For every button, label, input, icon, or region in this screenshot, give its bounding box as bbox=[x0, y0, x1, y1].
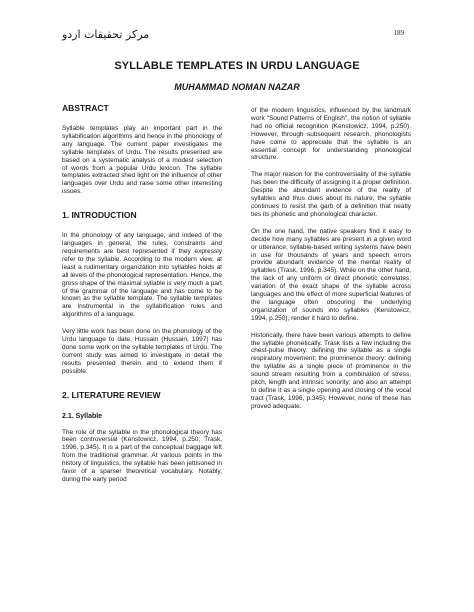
paper-title: SYLLABLE TEMPLATES IN URDU LANGUAGE bbox=[114, 60, 360, 72]
syllable-subheading: 2.1. Syllable bbox=[62, 412, 103, 420]
journal-urdu-header: مرکز تحقیقات اردو bbox=[62, 28, 150, 41]
right-paragraph-4: Historically, there have been various attempts to define the syllable phonetically. Trask lists a few including the chest-pulse theory: defining the syllable as a single respiratory movement; the prominence theory: defining the syllable as a single piece of prominence in the sound stream resulting from a combination of stress, pitch, length and intrinsic sonority; and also an attempt to define it as a single opening and closing of the vocal tract (Trask, 1996, p.345). However, none of these has proved adequate. bbox=[251, 331, 411, 410]
paper-author: MUHAMMAD NOMAN NAZAR bbox=[174, 82, 300, 92]
introduction-heading: 1. INTRODUCTION bbox=[62, 210, 137, 221]
right-paragraph-3: On the one hand, the native speakers find it easy to decide how many syllables are present in a given word or utterance; syllable-based writing systems have been in use for thousands of years and speech errors provide abundant evidence of the mental reality of syllables (Trask, 1996, p.345). While on the other hand, the lack of any uniform or direct phonetic correlates; variation of the exact shape of the syllable across languages and the effect of more superficial features of the language often obscuring the underlying organization of sounds into syllables (Kenstowicz, 1994, p.250), render it hard to define. bbox=[251, 227, 411, 322]
abstract-paragraph: Syllable templates play an important part in the syllabification algorithms and hence in the phonology of any language. The current paper investigates the syllable templates of Urdu. The results presented are based on a systematic analysis of a modest selection of words from a popular Urdu lexicon. The syllable templates extracted shed light on the influence of other languages over Urdu and raise some other interesting issues. bbox=[62, 125, 222, 196]
left-column bbox=[62, 103, 222, 493]
introduction-paragraph-2: Very little work has been done on the phonology of the Urdu language to date. Hussain (Hussain, 1997) has done some work on the syllable templates of Urdu. The current study was aimed to investigate in detail the results presented therein and to extend them if possible. bbox=[62, 328, 222, 375]
right-column bbox=[251, 107, 411, 420]
right-paragraph-2: The major reason for the controversiality of the syllable has been the difficulty of assigning it a proper definition. Despite the abundant evidence of the reality of syllables and thus clues about its nature, the syllable continues to resist the garb of a definition that neatly ties its phonetic and phonological character. bbox=[251, 171, 411, 218]
abstract-heading: ABSTRACT bbox=[62, 103, 109, 113]
literature-review-heading: 2. LITERATURE REVIEW bbox=[62, 389, 161, 400]
right-paragraph-1: of the modern linguistics, influenced by the landmark work "Sound Patterns of English", the notion of syllable had no official recognition (Kenstowicz, 1994, p.250). However, through subsequent research, phonologists have come to appreciate that the syllable is an essential concept for understanding phonological structure. bbox=[251, 107, 411, 162]
literature-paragraph-1: The role of the syllable in the phonological theory has been controversial (Kenstowicz, 1994, p.250; Trask, 1996, p.345). It is a part of the conceptual baggage left from the traditional grammar. At various points in the history of linguistics, the syllable has been jettisoned in favor of a sparser theoretical vocabulary. Notably, during the early period bbox=[62, 428, 222, 483]
page-number: 189 bbox=[393, 29, 404, 37]
introduction-paragraph-1: In the phonology of any language, and indeed of the languages in general, the rules, constraints and requirements are best represented if they expressly refer to the syllable. According to the modern view, at least a rudimentary organization into syllables holds at all levels of the phonological representation. Hence, the gross shape of the maximal syllable is very much a part of the grammar of the language and has come to be known as the syllable template. The syllable templates are instrumental in the syllabification rules and algorithms of a language. bbox=[62, 232, 222, 319]
